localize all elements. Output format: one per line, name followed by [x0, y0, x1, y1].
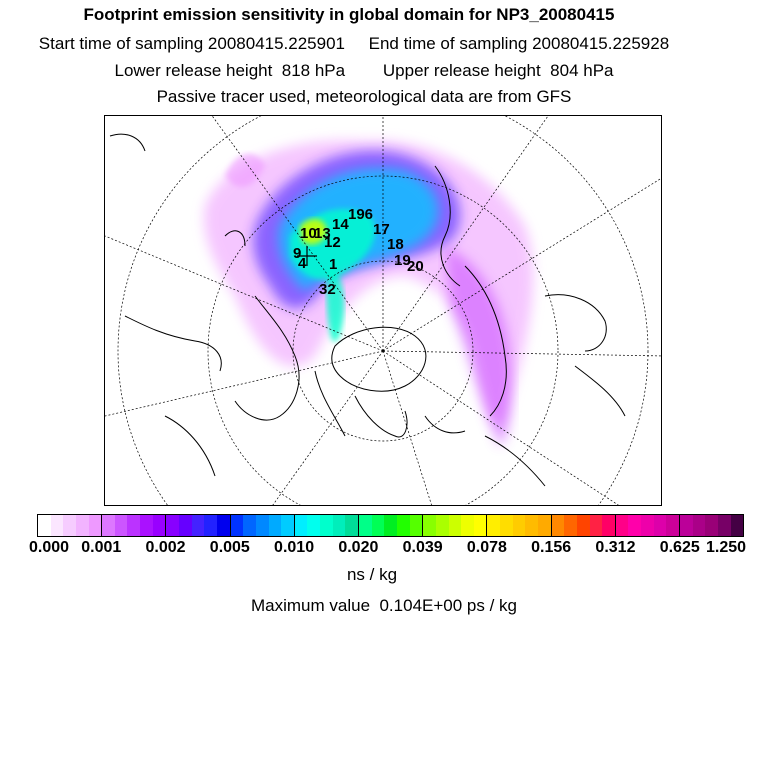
- release-height-line: Lower release height 818 hPa Upper release height 804 hPa: [114, 61, 614, 80]
- colorbar-swatch: [718, 515, 731, 536]
- colorbar-swatch: [680, 515, 693, 536]
- colorbar-tick-label: 0.002: [145, 539, 186, 556]
- sampling-time-line: Start time of sampling 20080415.225901 End time of sampling 20080415.225928: [38, 34, 670, 53]
- colorbar-swatch: [179, 515, 192, 536]
- colorbar-swatch: [693, 515, 706, 536]
- colorbar-swatch: [140, 515, 153, 536]
- map-label: 12: [324, 234, 341, 251]
- colorbar-swatch: [538, 515, 552, 536]
- map-label: 4: [298, 255, 307, 272]
- map-label: 18: [387, 236, 404, 253]
- map-label: 13: [314, 225, 331, 242]
- colorbar-swatch: [564, 515, 577, 536]
- colorbar-swatch: [397, 515, 410, 536]
- map-label: 20: [407, 258, 424, 275]
- colorbar-swatch: [654, 515, 667, 536]
- colorbar-swatch: [166, 515, 179, 536]
- maximum-value-text: Maximum value 0.104E+00 ps / kg: [251, 596, 517, 615]
- tracer-info-line: Passive tracer used, meteorological data are from GFS: [156, 87, 572, 106]
- colorbar-swatch: [513, 515, 526, 536]
- graticule: [105, 116, 661, 505]
- colorbar-swatch: [153, 515, 167, 536]
- plume-shading: [204, 140, 533, 446]
- colorbar-swatch: [102, 515, 115, 536]
- colorbar-swatch: [372, 515, 385, 536]
- colorbar-swatch: [51, 515, 64, 536]
- colorbar-tick-label: 0.625: [659, 539, 700, 556]
- colorbar-tick-label: 0.000: [28, 539, 70, 556]
- colorbar-swatch: [616, 515, 629, 536]
- colorbar-tick-label: 0.001: [81, 539, 122, 556]
- colorbar-swatch: [127, 515, 140, 536]
- colorbar-swatch: [641, 515, 654, 536]
- colorbar-swatch: [243, 515, 256, 536]
- colorbar-tick-label: 0.039: [402, 539, 443, 556]
- colorbar-swatch: [384, 515, 397, 536]
- map-canvas: [105, 116, 661, 505]
- colorbar-tick-label: 0.010: [274, 539, 315, 556]
- colorbar-swatch: [320, 515, 333, 536]
- map-label: 19: [394, 252, 411, 269]
- plot-title: Footprint emission sensitivity in global domain for NP3_20080415: [83, 5, 615, 24]
- colorbar-swatch: [474, 515, 488, 536]
- map-label: 32: [319, 281, 336, 298]
- colorbar-swatch: [38, 515, 51, 536]
- colorbar-swatch: [423, 515, 436, 536]
- colorbar-tick-label: 1.250: [705, 539, 747, 556]
- map-label: 1: [329, 256, 338, 273]
- colorbar-swatch: [449, 515, 462, 536]
- colorbar-swatch: [256, 515, 269, 536]
- colorbar-swatch: [410, 515, 424, 536]
- colorbar-tick-label: 0.078: [466, 539, 507, 556]
- colorbar: [37, 514, 744, 537]
- colorbar-swatch: [204, 515, 217, 536]
- colorbar-swatch: [731, 515, 744, 536]
- colorbar-ticks: [0, 539, 768, 559]
- colorbar-swatch: [63, 515, 76, 536]
- colorbar-swatch: [333, 515, 346, 536]
- colorbar-swatch: [269, 515, 282, 536]
- colorbar-swatch: [76, 515, 89, 536]
- map-label: 14: [332, 216, 349, 233]
- map-label: 196: [348, 206, 374, 223]
- colorbar-swatch: [577, 515, 590, 536]
- map-label: 10: [300, 225, 317, 242]
- colorbar-swatch: [461, 515, 474, 536]
- colorbar-swatch: [281, 515, 295, 536]
- colorbar-swatch: [115, 515, 128, 536]
- colorbar-tick-label: 0.312: [595, 539, 636, 556]
- colorbar-swatch: [192, 515, 205, 536]
- colorbar-swatch: [628, 515, 641, 536]
- colorbar-swatch: [705, 515, 718, 536]
- colorbar-swatch: [295, 515, 308, 536]
- colorbar-swatch: [345, 515, 359, 536]
- map-label: 9: [293, 245, 302, 262]
- colorbar-swatch: [487, 515, 500, 536]
- map-label: 17: [373, 221, 390, 238]
- polar-map: [104, 115, 662, 506]
- colorbar-swatch: [666, 515, 680, 536]
- colorbar-swatch: [359, 515, 372, 536]
- colorbar-swatch: [217, 515, 231, 536]
- colorbar-swatch: [231, 515, 244, 536]
- colorbar-swatch: [552, 515, 565, 536]
- colorbar-swatch: [89, 515, 103, 536]
- colorbar-tick-label: 0.005: [209, 539, 250, 556]
- colorbar-units: ns / kg: [346, 565, 398, 584]
- colorbar-swatch: [602, 515, 616, 536]
- colorbar-swatch: [525, 515, 538, 536]
- colorbar-tick-label: 0.156: [531, 539, 572, 556]
- colorbar-swatch: [500, 515, 513, 536]
- colorbar-swatch: [590, 515, 603, 536]
- colorbar-swatch: [436, 515, 449, 536]
- colorbar-tick-label: 0.020: [338, 539, 379, 556]
- colorbar-swatch: [307, 515, 320, 536]
